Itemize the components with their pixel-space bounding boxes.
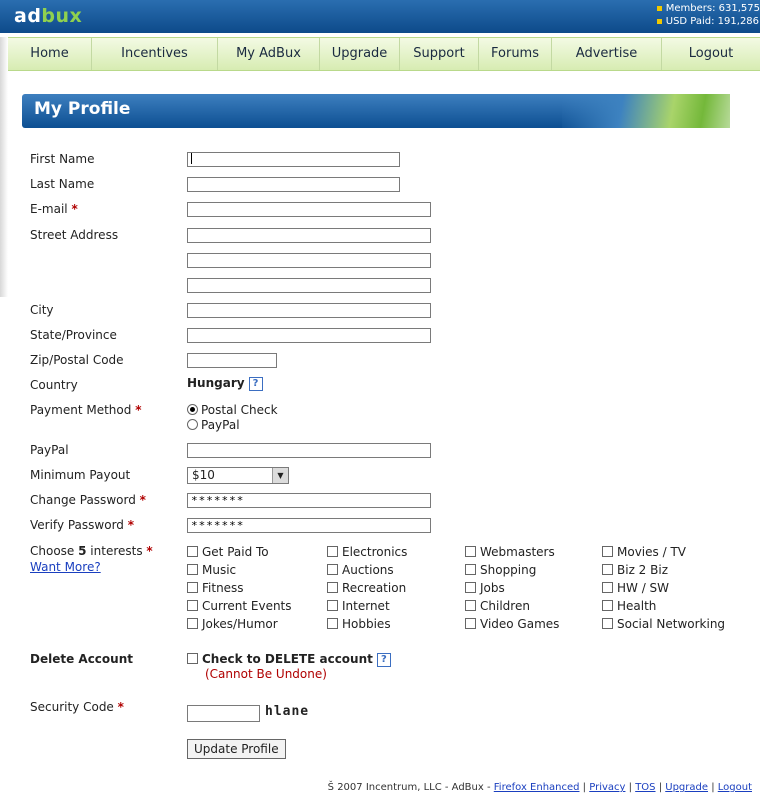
footer-link-privacy[interactable]: Privacy — [589, 782, 626, 793]
footer-link-tos[interactable]: TOS — [635, 782, 656, 793]
interest-checkbox[interactable]: Music — [187, 563, 236, 577]
interest-checkbox[interactable]: Social Networking — [602, 617, 725, 631]
footer-link-upgrade[interactable]: Upgrade — [665, 782, 709, 793]
nav-home[interactable]: Home — [8, 38, 92, 70]
interest-checkbox[interactable]: Hobbies — [327, 617, 391, 631]
email-label: E-mail * — [30, 202, 78, 216]
page-banner — [22, 94, 730, 128]
street-label: Street Address — [30, 228, 119, 242]
nav-forums[interactable]: Forums — [479, 38, 552, 70]
street-input-3[interactable] — [187, 278, 431, 293]
paypal-input[interactable] — [187, 443, 431, 458]
paypal-label: PayPal — [30, 443, 69, 457]
radio-paypal[interactable]: PayPal — [187, 418, 240, 432]
state-input[interactable] — [187, 328, 431, 343]
country-value: Hungary ? — [187, 376, 263, 391]
security-code-label: Security Code * — [30, 700, 124, 714]
update-profile-button[interactable]: Update Profile — [187, 739, 286, 759]
street-input-1[interactable] — [187, 228, 431, 243]
bullet-icon — [657, 6, 662, 11]
last-name-input[interactable] — [187, 177, 400, 192]
delete-warning: (Cannot Be Undone) — [205, 667, 327, 681]
city-label: City — [30, 303, 54, 317]
email-input[interactable] — [187, 202, 431, 217]
street-input-2[interactable] — [187, 253, 431, 268]
help-icon[interactable]: ? — [377, 653, 391, 667]
first-name-input[interactable] — [187, 152, 400, 167]
bullet-icon — [657, 19, 662, 24]
last-name-label: Last Name — [30, 177, 95, 191]
footer-link-firefox[interactable]: Firefox Enhanced — [493, 782, 580, 793]
nav-logout[interactable]: Logout — [688, 46, 734, 61]
interest-checkbox[interactable]: Health — [602, 599, 656, 613]
interest-checkbox[interactable]: Children — [465, 599, 530, 613]
footer: Š 2007 Incentrum, LLC - AdBux - Firefox Enhanced | Privacy | TOS | Upgrade | Logout — [327, 782, 752, 793]
nav-upgrade[interactable]: Upgrade — [320, 38, 400, 70]
verify-password-input[interactable]: ******* — [187, 518, 431, 533]
interest-checkbox[interactable]: Shopping — [465, 563, 536, 577]
logo-bux: bux — [41, 5, 83, 27]
footer-link-logout[interactable]: Logout — [717, 782, 752, 793]
dropdown-arrow-icon[interactable]: ▼ — [272, 468, 288, 483]
banner-swoosh — [562, 94, 730, 128]
usd-paid: USD Paid: 191,286 — [665, 16, 760, 27]
change-password-input[interactable]: ******* — [187, 493, 431, 508]
verify-password-label: Verify Password * — [30, 518, 135, 532]
interest-checkbox[interactable]: Jobs — [465, 581, 505, 595]
nav-incentives[interactable]: Incentives — [92, 38, 218, 70]
interest-checkbox[interactable]: Electronics — [327, 545, 407, 559]
interests-label: Choose 5 interests * — [30, 544, 153, 558]
nav-advertise[interactable]: Advertise — [552, 38, 662, 70]
zip-label: Zip/Postal Code — [30, 353, 124, 367]
first-name-label: First Name — [30, 152, 95, 166]
site-stats — [657, 2, 760, 28]
security-code-input[interactable] — [187, 705, 260, 722]
logo-ad: ad — [14, 5, 42, 27]
zip-input[interactable] — [187, 353, 277, 368]
interest-checkbox[interactable]: Video Games — [465, 617, 559, 631]
min-payout-label: Minimum Payout — [30, 468, 131, 482]
delete-account-label: Delete Account — [30, 652, 133, 666]
interest-checkbox[interactable]: HW / SW — [602, 581, 669, 595]
nav-my-adbux[interactable]: My AdBux — [218, 38, 320, 70]
adbux-logo[interactable] — [14, 5, 82, 27]
country-label: Country — [30, 378, 78, 392]
interest-checkbox[interactable]: Recreation — [327, 581, 406, 595]
help-icon[interactable]: ? — [249, 377, 263, 391]
main-nav — [8, 37, 760, 71]
state-label: State/Province — [30, 328, 117, 342]
interest-checkbox[interactable]: Internet — [327, 599, 390, 613]
interest-checkbox[interactable]: Get Paid To — [187, 545, 269, 559]
radio-icon — [187, 419, 198, 430]
want-more-link[interactable]: Want More? — [30, 560, 101, 574]
payment-label: Payment Method * — [30, 403, 142, 417]
min-payout-select[interactable]: $10 ▼ — [187, 467, 289, 484]
interest-checkbox[interactable]: Jokes/Humor — [187, 617, 278, 631]
interest-checkbox[interactable]: Fitness — [187, 581, 244, 595]
interest-checkbox[interactable]: Current Events — [187, 599, 292, 613]
captcha-text: hlane — [265, 704, 310, 719]
top-header — [0, 0, 760, 33]
left-shadow — [0, 37, 8, 297]
interest-checkbox[interactable]: Biz 2 Biz — [602, 563, 668, 577]
radio-postal-check[interactable]: Postal Check — [187, 403, 278, 417]
nav-support[interactable]: Support — [400, 38, 479, 70]
interest-checkbox[interactable]: Movies / TV — [602, 545, 686, 559]
interest-checkbox[interactable]: Auctions — [327, 563, 394, 577]
change-password-label: Change Password * — [30, 493, 146, 507]
city-input[interactable] — [187, 303, 431, 318]
interest-checkbox[interactable]: Webmasters — [465, 545, 555, 559]
page-title: My Profile — [34, 99, 131, 119]
members-count: Members: 631,575 — [665, 3, 760, 14]
radio-selected-icon — [187, 404, 198, 415]
delete-account-checkbox[interactable]: Check to DELETE account ? — [187, 652, 391, 667]
